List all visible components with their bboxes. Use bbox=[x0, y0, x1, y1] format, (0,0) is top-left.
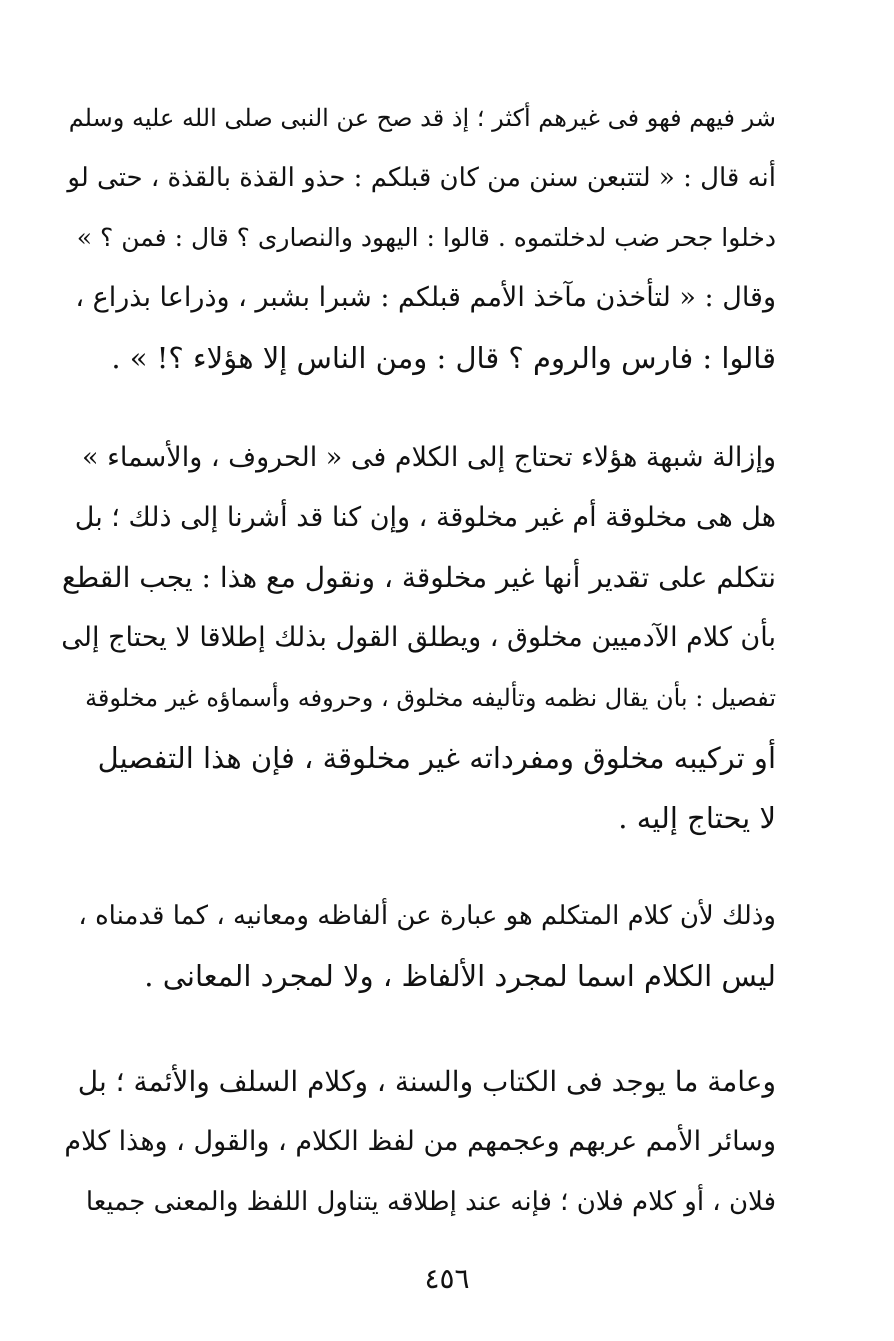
text-line: وذلك لأن كلام المتكلم هو عبارة عن ألفاظه ومعانيه ، كما قدمناه ، bbox=[78, 901, 776, 931]
text-line: بأن كلام الآدميين مخلوق ، ويطلق القول بذلك إطلاقا لا يحتاج إلى bbox=[61, 622, 776, 653]
text-line: وسائر الأمم عربهم وعجمهم من لفظ الكلام ، والقول ، وهذا كلام bbox=[64, 1126, 776, 1157]
text-line: هل هى مخلوقة أم غير مخلوقة ، وإن كنا قد أشرنا إلى ذلك ؛ بل bbox=[74, 502, 776, 533]
paragraph-3 bbox=[60, 886, 776, 1006]
text-line: وعامة ما يوجد فى الكتاب والسنة ، وكلام السلف والأئمة ؛ بل bbox=[77, 1065, 776, 1098]
page-number: ٤٥٦ bbox=[424, 1262, 470, 1295]
paragraph-1 bbox=[60, 88, 776, 388]
paragraph-4 bbox=[60, 1052, 776, 1232]
paragraph-2 bbox=[60, 428, 776, 848]
text-line: شر فيهم فهو فى غيرهم أكثر ؛ إذ قد صح عن النبى صلى الله عليه وسلم bbox=[68, 104, 776, 132]
text-line: دخلوا جحر ضب لدخلتموه . قالوا : اليهود والنصارى ؟ قال : فمن ؟ » bbox=[76, 223, 776, 252]
text-line: تفصيل : بأن يقال نظمه وتأليفه مخلوق ، وحروفه وأسماؤه غير مخلوقة bbox=[85, 684, 776, 712]
text-line: وقال : « لتأخذن مآخذ الأمم قبلكم : شبرا بشبر ، وذراعا بذراع ، bbox=[75, 282, 776, 313]
text-line: أنه قال : « لتتبعن سنن من كان قبلكم : حذو القذة بالقذة ، حتى لو bbox=[67, 163, 776, 193]
text-line: نتكلم على تقدير أنها غير مخلوقة ، ونقول مع هذا : يجب القطع bbox=[62, 561, 776, 594]
text-line: وإزالة شبهة هؤلاء تحتاج إلى الكلام فى « الحروف ، والأسماء » bbox=[82, 442, 776, 473]
text-line: ليس الكلام اسما لمجرد الألفاظ ، ولا لمجرد المعانى . bbox=[144, 959, 776, 993]
text-line: فلان ، أو كلام فلان ؛ فإنه عند إطلاقه يتناول اللفظ والمعنى جميعا bbox=[85, 1187, 776, 1217]
text-line: لا يحتاج إليه . bbox=[618, 801, 776, 835]
text-line: أو تركيبه مخلوق ومفرداته غير مخلوقة ، فإن هذا التفصيل bbox=[97, 741, 776, 775]
text-line: قالوا : فارس والروم ؟ قال : ومن الناس إلا هؤلاء ؟! » . bbox=[111, 341, 776, 375]
